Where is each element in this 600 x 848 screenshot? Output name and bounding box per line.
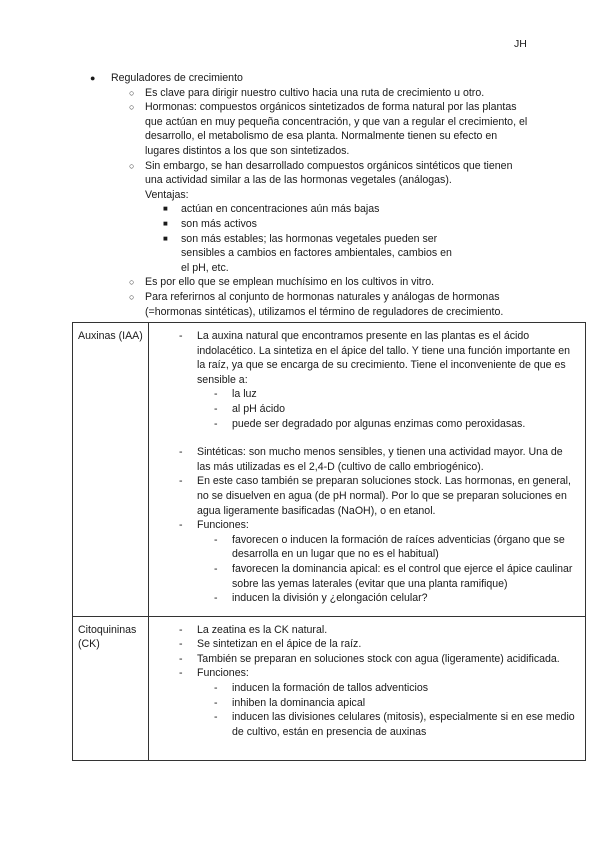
list-item <box>154 445 580 474</box>
point-text: Sintéticas: son mucho menos sensibles, y tienen una actividad mayor. Una de las más utilizadas es el 2,4-D (cultivo de callo embriogénico). <box>197 446 563 473</box>
list-item <box>197 696 576 711</box>
citoquininas-content <box>149 616 586 760</box>
table-row <box>73 616 586 760</box>
auxinas-label: Auxinas (IAA) <box>73 323 149 617</box>
list-item <box>154 474 580 518</box>
topic-item <box>0 71 600 319</box>
point-text: inducen la división y ¿elongación celular? <box>232 592 428 605</box>
citoquininas-list <box>154 623 580 740</box>
dash-bullet-icon: - <box>214 417 218 430</box>
dash-bullet-icon: - <box>179 475 183 488</box>
list-item <box>154 637 580 652</box>
citoquininas-label: Citoquininas (CK) <box>73 616 149 760</box>
hormones-table <box>72 322 586 761</box>
list-item <box>197 710 576 739</box>
point-text: inducen las divisiones celulares (mitosis), especialmente si en ese medio de cultivo, están en presencia de auxinas <box>232 711 575 738</box>
dash-bullet-icon: - <box>179 667 183 680</box>
circle-bullet-icon: ○ <box>129 160 135 171</box>
point-text: También se preparan en soluciones stock con agua (ligeramente) acidificada. <box>197 652 560 665</box>
dash-bullet-icon: - <box>214 402 218 415</box>
point-text: La zeatina es la CK natural. <box>197 623 328 636</box>
point-text: Funciones: <box>197 519 249 532</box>
list-item <box>197 533 576 562</box>
square-bullet-icon: ■ <box>163 233 168 243</box>
topic-title: Reguladores de crecimiento <box>111 72 243 84</box>
dash-bullet-icon: - <box>214 711 218 724</box>
point-text: Es clave para dirigir nuestro cultivo hacia una ruta de crecimiento u otro. <box>145 86 485 99</box>
circle-bullet-icon: ○ <box>129 102 135 113</box>
point-text: inducen la formación de tallos adventicios <box>232 682 429 695</box>
point-text: son más activos <box>181 217 257 230</box>
filled-bullet-icon: ● <box>90 73 96 83</box>
author-initials: JH <box>514 38 527 50</box>
topic-points <box>111 86 600 320</box>
list-item <box>197 681 576 696</box>
list-item <box>0 202 530 217</box>
intro-list <box>0 71 600 319</box>
point-text: Es por ello que se emplean muchísimo en los cultivos in vitro. <box>145 276 435 289</box>
list-item <box>0 232 530 276</box>
dash-bullet-icon: - <box>214 592 218 605</box>
auxinas-funciones-list <box>197 533 576 606</box>
list-item <box>154 623 580 638</box>
list-item <box>154 666 580 739</box>
point-text: favorecen o inducen la formación de raíces adventicias (órgano que se desarrolla en un lugar que no es el habitual) <box>232 533 565 561</box>
dash-bullet-icon: - <box>214 388 218 401</box>
point-text: La auxina natural que encontramos presente en las plantas es el ácido indolacético. La sintetiza en el ápice del tallo. Y tiene una función importante en la raíz, ya que se encarga de su crecimiento. Tiene el inconveniente de que es sensible a: <box>197 330 570 386</box>
ventajas-list <box>145 202 530 275</box>
dash-bullet-icon: - <box>179 519 183 532</box>
point-text: puede ser degradado por algunas enzimas como peroxidasas. <box>232 417 526 430</box>
dash-bullet-icon: - <box>214 696 218 709</box>
square-bullet-icon: ■ <box>163 218 168 228</box>
point-text: Para referirnos al conjunto de hormonas naturales y análogas de hormonas (=hormonas sintéticas), utilizamos el término de reguladores de crecimiento. <box>145 290 504 318</box>
point-text: Hormonas: compuestos orgánicos sintetizados de forma natural por las plantas que actúan en muy pequeña concentración, y que van a regular el crecimiento, el desarrollo, el metabolismo de esa planta. Normalmente tienen su efecto en lugares distintos a los que son sintetizados. <box>145 101 528 157</box>
intro-section <box>0 71 600 319</box>
list-item <box>0 290 600 319</box>
list-item <box>197 417 576 432</box>
ventajas-label: Ventajas: <box>145 188 189 201</box>
citoquininas-funciones-list <box>197 681 576 739</box>
dash-bullet-icon: - <box>179 638 183 651</box>
list-item <box>197 402 576 417</box>
point-text: favorecen la dominancia apical: es el control que ejerce el ápice caulinar sobre las yemas laterales (evitar que una planta ramifique) <box>232 562 573 590</box>
point-text: Sin embargo, se han desarrollado compuestos orgánicos sintéticos que tienen una actividad similar a las de las hormonas vegetales (análogas). <box>145 159 513 187</box>
point-text: al pH ácido <box>232 402 285 415</box>
point-text: Funciones: <box>197 667 249 680</box>
circle-bullet-icon: ○ <box>129 87 135 98</box>
point-text: actúan en concentraciones aún más bajas <box>181 203 380 216</box>
auxinas-list <box>154 329 580 606</box>
list-item <box>197 591 576 606</box>
dash-bullet-icon: - <box>179 652 183 665</box>
list-item <box>197 562 576 591</box>
sensible-list <box>197 387 576 431</box>
list-item <box>197 387 576 402</box>
list-item <box>0 86 600 101</box>
point-text: Se sintetizan en el ápice de la raíz. <box>197 638 362 651</box>
dash-bullet-icon: - <box>214 562 218 575</box>
list-item <box>0 100 600 158</box>
dash-bullet-icon: - <box>214 533 218 546</box>
list-item <box>0 217 530 232</box>
list-item <box>154 329 580 445</box>
list-item <box>154 518 580 606</box>
circle-bullet-icon: ○ <box>129 291 135 302</box>
point-text: inhiben la dominancia apical <box>232 696 366 709</box>
point-text: son más estables; las hormonas vegetales pueden ser sensibles a cambios en factores ambientales, cambios en el pH, etc. <box>181 232 452 274</box>
dash-bullet-icon: - <box>179 330 183 342</box>
list-item <box>0 159 600 276</box>
auxinas-content <box>149 323 586 617</box>
dash-bullet-icon: - <box>214 682 218 695</box>
list-item <box>154 652 580 667</box>
table-row <box>73 323 586 617</box>
list-item <box>0 275 600 290</box>
dash-bullet-icon: - <box>179 446 183 459</box>
dash-bullet-icon: - <box>179 623 183 636</box>
circle-bullet-icon: ○ <box>129 277 135 288</box>
point-text: En este caso también se preparan soluciones stock. Las hormonas, en general, no se disuelven en agua (de pH normal). Por lo que se preparan soluciones en agua ligeramente basificadas (NaOH), o en etanol. <box>197 475 571 517</box>
square-bullet-icon: ■ <box>163 204 168 214</box>
point-text: la luz <box>232 388 257 401</box>
